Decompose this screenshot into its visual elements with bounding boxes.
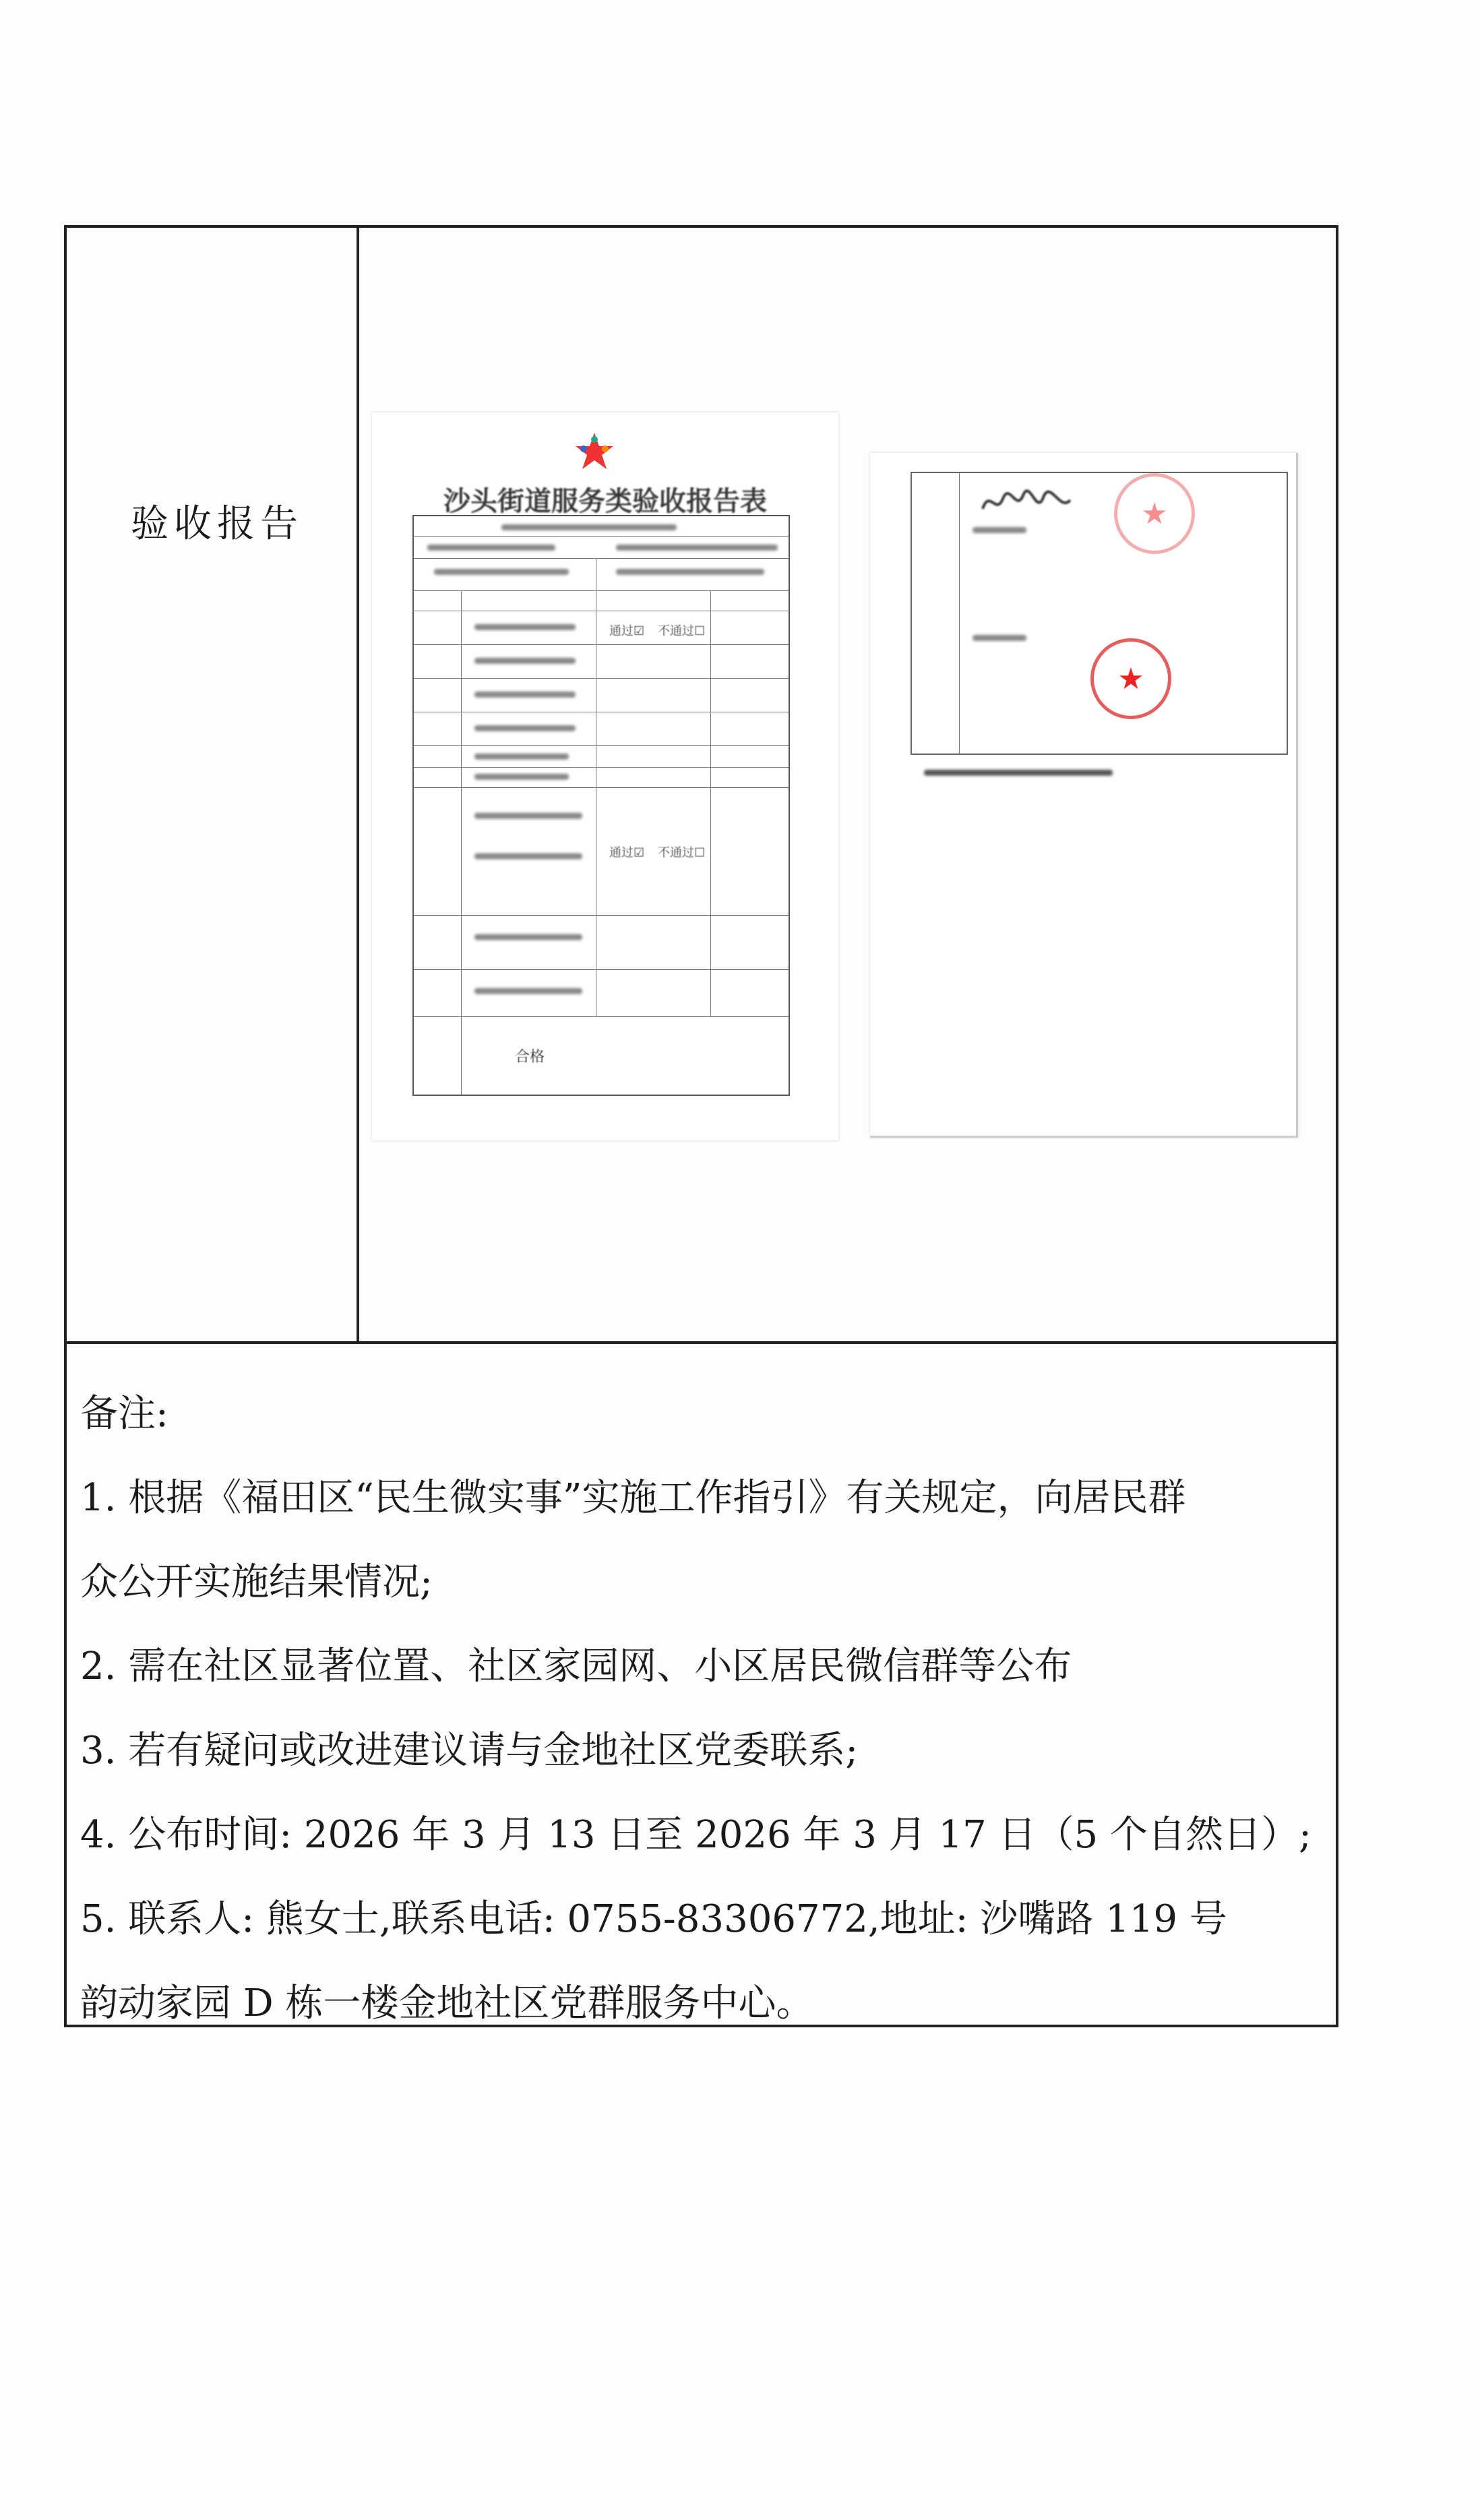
- note-line: 韵动家园 D 栋一楼金地社区党群服务中心。: [80, 1981, 814, 2025]
- note-line: 众公开实施结果情况;: [80, 1560, 433, 1604]
- pass-checkbox: 通过☑: [609, 846, 645, 860]
- note-line: 4. 公布时间: 2026 年 3 月 13 日至 2026 年 3 月 17 日（5 个自然日）;: [80, 1813, 1312, 1857]
- fail-checkbox: 不通过☐: [658, 624, 706, 638]
- note-line: 3. 若有疑问或改进建议请与金地社区党委联系;: [80, 1729, 859, 1773]
- row-divider: [67, 1341, 1336, 1344]
- red-seal-stamp: ★: [1090, 638, 1171, 719]
- star-logo-icon: [574, 431, 615, 472]
- acceptance-report-scan-page1: [372, 412, 838, 1140]
- note-line: 1. 根据《福田区“民生微实事”实施工作指引》有关规定，向居民群: [80, 1476, 1186, 1520]
- red-seal-stamp: ★: [1114, 473, 1195, 554]
- pass-checkbox: 通过☑: [609, 624, 645, 638]
- conclusion-text: 合格: [515, 1049, 545, 1066]
- note-line: 2. 需在社区显著位置、社区家园网、小区居民微信群等公布: [80, 1645, 1072, 1688]
- column-divider: [357, 228, 359, 1341]
- notes-heading: 备注:: [80, 1392, 168, 1436]
- report-title: 沙头街道服务类验收报告表: [443, 485, 767, 517]
- note-line: 5. 联系人: 熊女士,联系电话: 0755-83306772,地址: 沙嘴路 119 号: [80, 1897, 1227, 1941]
- handwritten-signature: [979, 485, 1074, 519]
- acceptance-report-scan-page2: [870, 453, 1298, 1138]
- signature-frame: [911, 472, 1288, 755]
- section-label: 验收报告: [131, 502, 303, 546]
- report-table: [412, 515, 790, 1096]
- fail-checkbox: 不通过☐: [658, 846, 706, 860]
- notes-section: [80, 1372, 1320, 2046]
